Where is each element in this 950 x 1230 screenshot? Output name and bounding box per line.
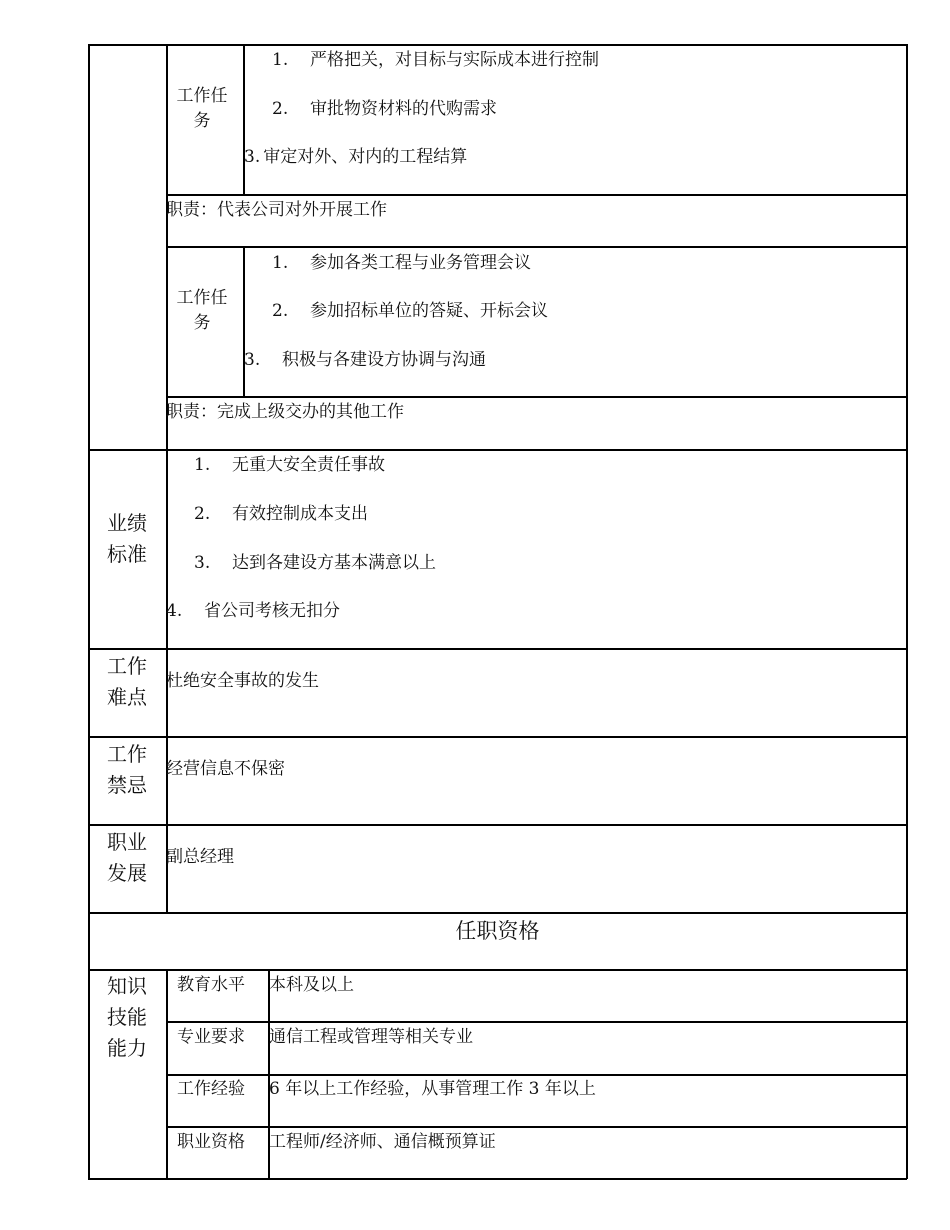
item-text: 有效控制成本支出	[232, 504, 368, 524]
task1-item-3	[244, 146, 467, 168]
knowledge-key-certificate: 职业资格	[177, 1132, 245, 1152]
task2-item-1	[272, 252, 531, 274]
knowledge-value-certificate: 工程师/经济师、通信概预算证	[269, 1132, 496, 1152]
row-sep-2	[166, 246, 907, 248]
row-sep-9	[88, 969, 907, 971]
item-text: 参加各类工程与业务管理会议	[310, 253, 531, 273]
taboo-label: 工作禁忌	[107, 742, 147, 797]
knowledge-sep-3	[166, 1126, 907, 1128]
task1-item-2	[272, 98, 497, 120]
knowledge-value-experience: 6 年以上工作经验，从事管理工作 3 年以上	[269, 1079, 596, 1099]
item-number: 3.	[244, 350, 261, 370]
career-value: 副总经理	[166, 847, 234, 867]
task2-label: 工作任务	[176, 288, 228, 333]
qualification-title: 任职资格	[455, 919, 540, 943]
knowledge-key-education: 教育水平	[177, 975, 245, 995]
row-sep-4	[88, 449, 907, 451]
row-sep-1	[166, 194, 907, 196]
performance-item-4	[166, 600, 340, 622]
outer-top	[88, 44, 907, 46]
row-sep-3	[166, 396, 907, 398]
item-text: 严格把关，对目标与实际成本进行控制	[310, 50, 599, 70]
knowledge-value-major: 通信工程或管理等相关专业	[269, 1027, 473, 1047]
task2-item-3	[244, 349, 486, 371]
item-number: 1.	[272, 50, 289, 70]
row-sep-6	[88, 736, 907, 738]
performance-item-1	[194, 454, 385, 476]
outer-bottom	[88, 1178, 907, 1180]
knowledge-sep-2	[166, 1074, 907, 1076]
item-text: 省公司考核无扣分	[204, 601, 340, 621]
taboo-value: 经营信息不保密	[166, 759, 285, 779]
knowledge-key-experience: 工作经验	[177, 1079, 245, 1099]
task1-label-divider	[243, 44, 245, 195]
outer-right	[906, 44, 908, 1179]
outer-left	[88, 44, 90, 1179]
item-text: 审定对外、对内的工程结算	[263, 147, 468, 167]
performance-item-2	[194, 503, 368, 525]
item-number: 1.	[194, 455, 211, 475]
task2-label-divider	[243, 246, 245, 397]
row-sep-7	[88, 824, 907, 826]
item-number: 3.	[244, 147, 261, 167]
duty-3-text: 职责：完成上级交办的其他工作	[166, 402, 404, 422]
item-text: 积极与各建设方协调与沟通	[282, 350, 486, 370]
item-number: 2.	[194, 504, 211, 524]
task1-label: 工作任务	[176, 86, 228, 131]
item-text: 无重大安全责任事故	[232, 455, 385, 475]
knowledge-key-major: 专业要求	[177, 1027, 245, 1047]
item-text: 审批物资材料的代购需求	[310, 99, 497, 119]
difficulty-label: 工作难点	[107, 654, 147, 709]
item-number: 1.	[272, 253, 289, 273]
knowledge-sep-1	[166, 1021, 907, 1023]
item-number: 2.	[272, 301, 289, 321]
item-text: 达到各建设方基本满意以上	[232, 553, 436, 573]
knowledge-label: 知识技能能力	[107, 974, 147, 1060]
duty-2-text: 职责：代表公司对外开展工作	[166, 200, 387, 220]
performance-label: 业绩标准	[107, 511, 147, 566]
knowledge-value-education: 本科及以上	[269, 975, 354, 995]
task1-item-1	[272, 49, 599, 71]
performance-item-3	[194, 552, 436, 574]
row-sep-5	[88, 648, 907, 650]
label-col-divider-top	[166, 44, 168, 913]
item-text: 参加招标单位的答疑、开标会议	[310, 301, 548, 321]
career-label: 职业发展	[107, 830, 147, 885]
difficulty-value: 杜绝安全事故的发生	[166, 671, 319, 691]
row-sep-8	[88, 912, 907, 914]
task2-item-2	[272, 300, 548, 322]
item-number: 3.	[194, 553, 211, 573]
item-number: 4.	[166, 601, 183, 621]
item-number: 2.	[272, 99, 289, 119]
